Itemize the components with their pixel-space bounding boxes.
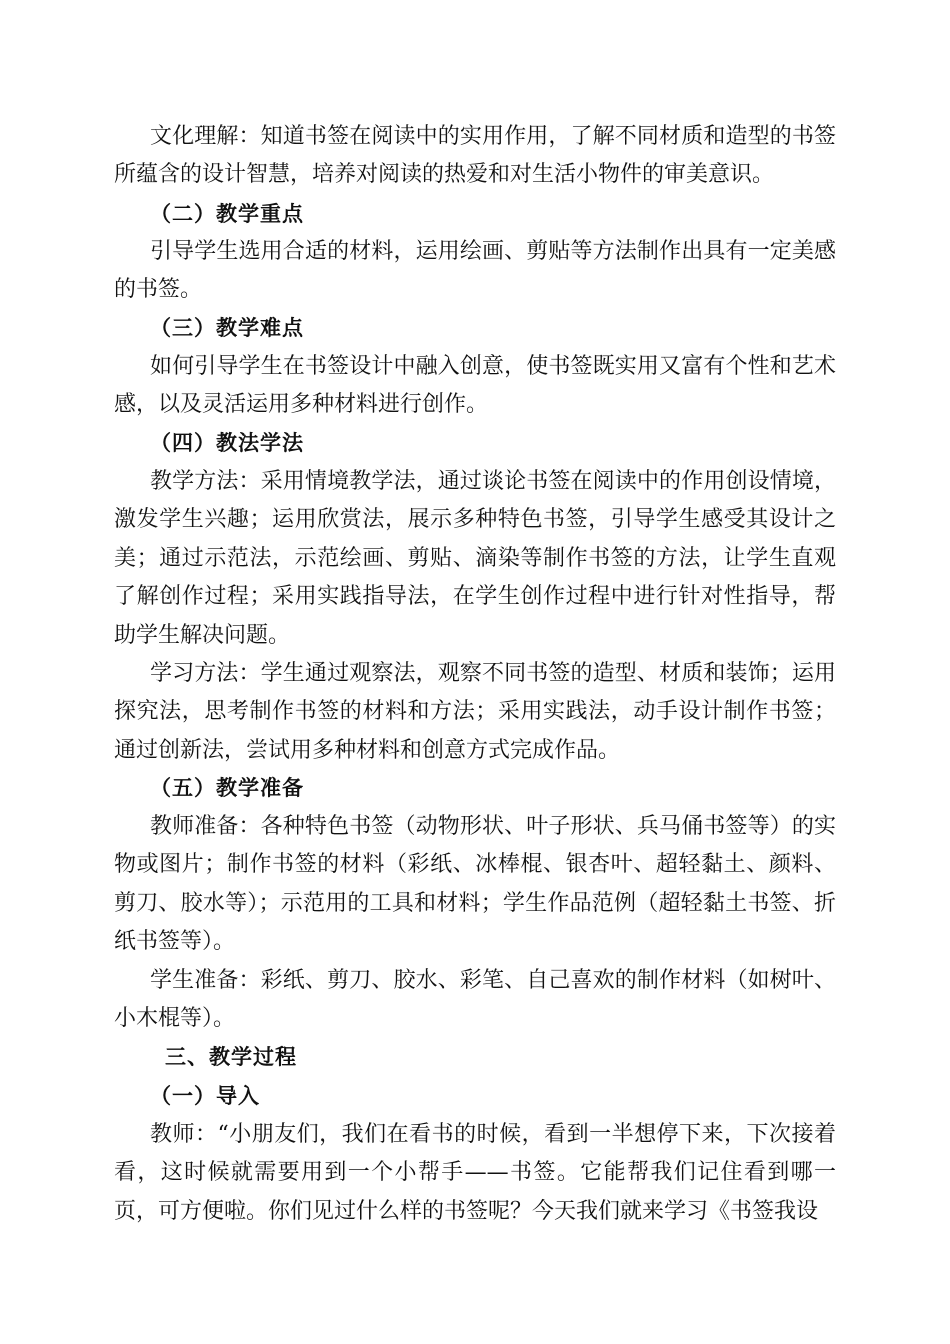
paragraph-student-preparation: 学生准备：彩纸、剪刀、胶水、彩笔、自己喜欢的制作材料（如树叶、小木棍等）。 <box>114 968 836 1032</box>
heading-teaching-process: 三、教学过程 <box>165 1045 297 1069</box>
paragraph-difficulties: 如何引导学生在书签设计中融入创意，使书签既实用又富有个性和艺术感，以及灵活运用多种材料进行创作。 <box>114 354 836 418</box>
paragraph-introduction: 教师：“小朋友们，我们在看书的时候，看到一半想停下来，下次接着看，这时候就需要用到一个小帮手——书签。它能帮我们记住看到哪一页，可方便啦。你们见过什么样的书签呢？今天我们就来学习《书签我设 <box>114 1122 836 1224</box>
paragraph-teaching-method: 教学方法：采用情境教学法，通过谈论书签在阅读中的作用创设情境，激发学生兴趣；运用欣赏法，展示多种特色书签，引导学生感受其设计之美；通过示范法，示范绘画、剪贴、滴染等制作书签的方法，让学生直观了解创作过程；采用实践指导法，在学生创作过程中进行针对性指导，帮助学生解决问题。 <box>114 469 836 648</box>
heading-difficulties: （三）教学难点 <box>150 316 304 340</box>
heading-introduction: （一）导入 <box>150 1084 260 1108</box>
paragraph-learning-method: 学习方法：学生通过观察法，观察不同书签的造型、材质和装饰；运用探究法，思考制作书签的材料和方法；采用实践法，动手设计制作书签；通过创新法，尝试用多种材料和创意方式完成作品。 <box>114 661 836 763</box>
heading-methods: （四）教法学法 <box>150 431 304 455</box>
paragraph-cultural-understanding: 文化理解：知道书签在阅读中的实用作用，了解不同材质和造型的书签所蕴含的设计智慧，培养对阅读的热爱和对生活小物件的审美意识。 <box>114 124 836 188</box>
heading-key-points: （二）教学重点 <box>150 202 304 226</box>
paragraph-teacher-preparation: 教师准备：各种特色书签（动物形状、叶子形状、兵马俑书签等）的实物或图片；制作书签的材料（彩纸、冰棒棍、银杏叶、超轻黏土、颜料、剪刀、胶水等）；示范用的工具和材料；学生作品范例（超轻黏土书签、折纸书签等）。 <box>114 814 836 955</box>
heading-preparation: （五）教学准备 <box>150 776 304 800</box>
paragraph-key-points: 引导学生选用合适的材料，运用绘画、剪贴等方法制作出具有一定美感的书签。 <box>114 239 836 303</box>
